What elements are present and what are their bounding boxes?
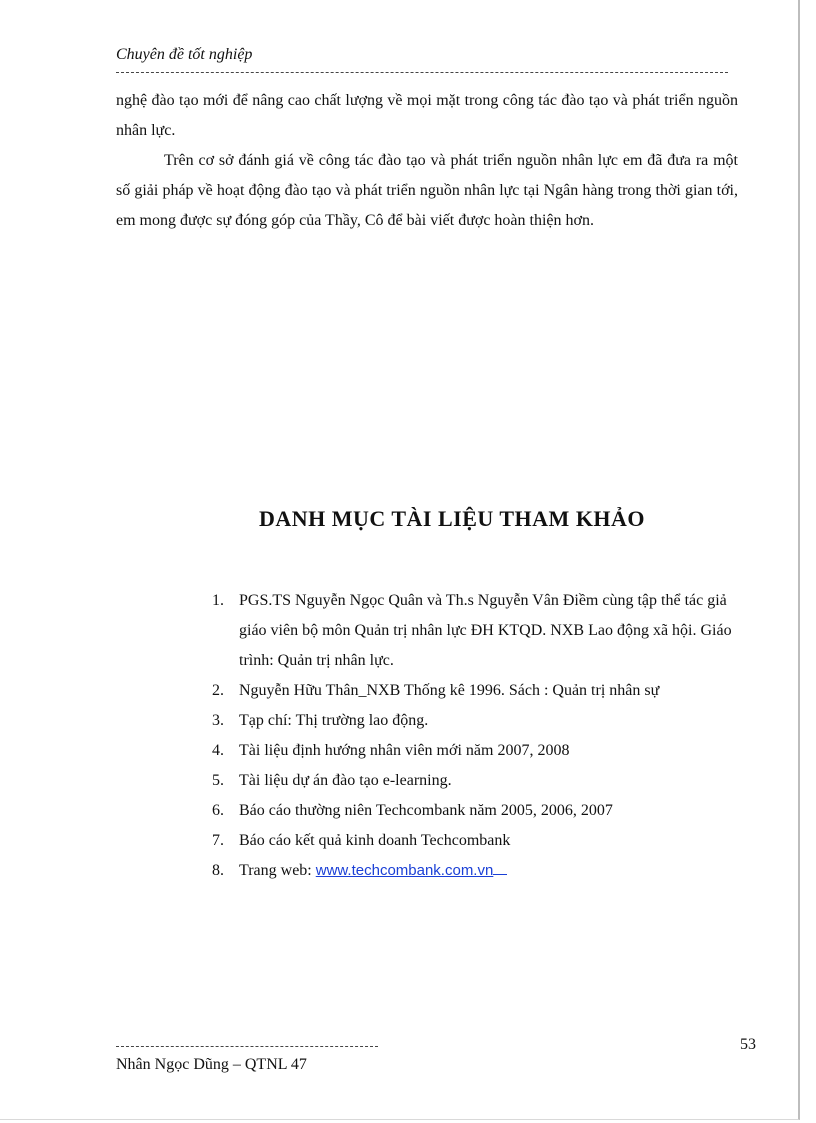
reference-text: Tài liệu dự án đào tạo e-learning. [239,772,452,789]
reference-text: Nguyễn Hữu Thân_NXB Thống kê 1996. Sách : Quản trị nhân sự [239,682,660,699]
link-underline-tail [493,860,507,875]
website-link[interactable]: www.techcombank.com.vn [315,862,494,879]
reference-number: 1. [212,592,224,609]
reference-number: 6. [212,802,224,819]
footer-divider [116,1046,378,1047]
reference-number: 3. [212,712,224,729]
paragraph-continuation: nghệ đào tạo mới để nâng cao chất lượng về mọi mặt trong công tác đào tạo và phát triển nguồn nhân lực. [116,92,738,139]
reference-item [212,676,742,706]
reference-number: 4. [212,742,224,759]
reference-item [212,586,742,676]
body-text [116,86,738,236]
reference-number: 7. [212,832,224,849]
references-list [212,586,742,886]
reference-item [212,796,742,826]
reference-text: Báo cáo thường niên Techcombank năm 2005, 2006, 2007 [239,802,613,819]
reference-item [212,826,742,856]
reference-text: Trang web: [239,862,316,879]
reference-number: 5. [212,772,224,789]
reference-item [212,856,742,886]
header-divider [116,72,728,73]
reference-number: 8. [212,862,224,879]
reference-text: PGS.TS Nguyễn Ngọc Quân và Th.s Nguyễn Vân Điềm cùng tập thể tác giả giáo viên bộ môn Quản trị nhân lực ĐH KTQD. NXB Lao động xã hội. Giáo trình: Quản trị nhân lực. [239,592,732,669]
reference-text: Báo cáo kết quả kinh doanh Techcombank [239,832,511,849]
paragraph-conclusion: Trên cơ sở đánh giá về công tác đào tạo và phát triển nguồn nhân lực em đã đưa ra một số giải pháp về hoạt động đào tạo và phát triển nguồn nhân lực tại Ngân hàng trong thời gian tới, em mong được sự đóng góp của Thầy, Cô để bài viết được hoàn thiện hơn. [116,152,738,229]
reference-item [212,736,742,766]
reference-item [212,706,742,736]
page-number: 53 [740,1036,756,1053]
footer-author: Nhân Ngọc Dũng – QTNL 47 [116,1056,307,1073]
running-header: Chuyên đề tốt nghiệp [116,46,253,63]
reference-number: 2. [212,682,224,699]
reference-text: Tạp chí: Thị trường lao động. [239,712,429,729]
reference-text: Tài liệu định hướng nhân viên mới năm 2007, 2008 [239,742,570,759]
reference-item [212,766,742,796]
references-heading: DANH MỤC TÀI LIỆU THAM KHẢO [258,506,646,531]
